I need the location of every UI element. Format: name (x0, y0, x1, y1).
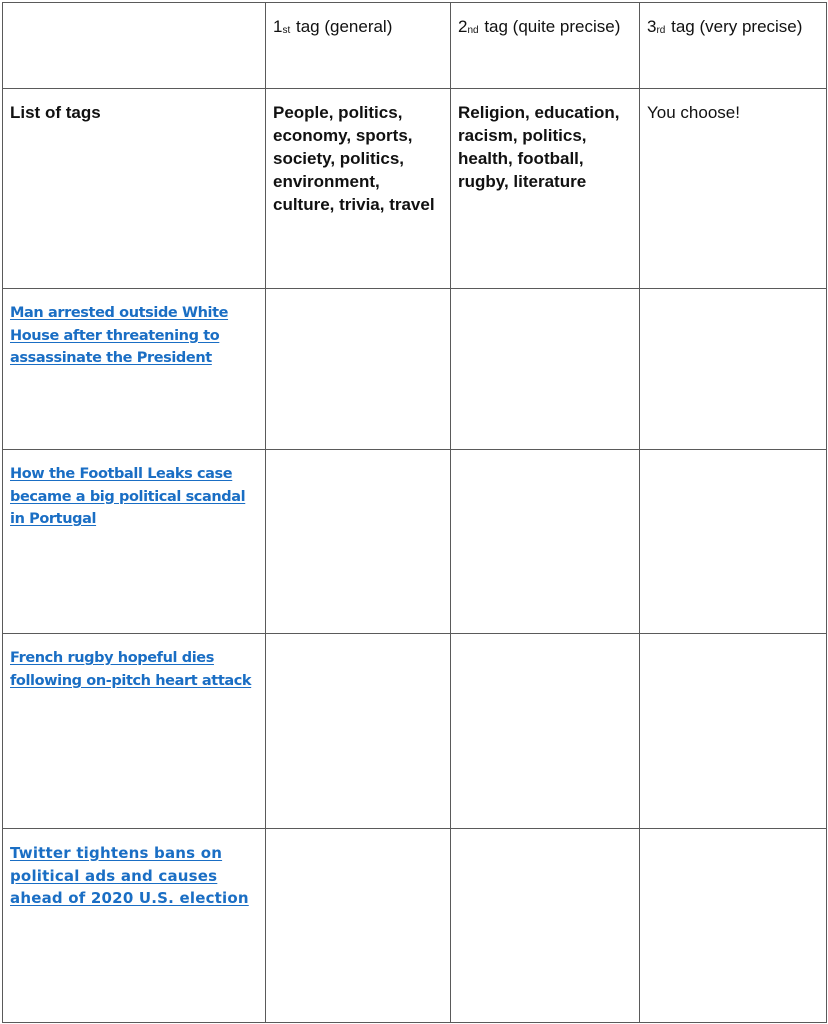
header-tag2-text (451, 3, 639, 42)
tag1-list: People, politics, economy, sports, society, politics, environment, culture, trivia, travel (273, 103, 435, 214)
header-tag1-suffix: st (282, 25, 291, 36)
tags-row-label: List of tags (10, 103, 101, 122)
tag1-input-cell[interactable] (266, 829, 451, 1023)
tag2-list: Religion, education, racism, politics, health, football, rugby, literature (458, 103, 620, 191)
tag2-input-cell[interactable] (451, 634, 640, 829)
header-row (3, 3, 827, 89)
article-row (3, 829, 827, 1023)
tags-row-label-cell (3, 89, 266, 289)
tag3-input-cell[interactable] (640, 289, 827, 450)
header-tag3-suffix: rd (656, 25, 666, 36)
article-link-french-rugby[interactable]: French rugby hopeful dies following on-pitch heart attack (10, 650, 252, 689)
article-link-football-leaks[interactable]: How the Football Leaks case became a big political scandal in Portugal (10, 466, 246, 527)
header-tag3-number: 3 (647, 17, 657, 36)
article-link-white-house[interactable]: Man arrested outside White House after threatening to assassinate the President (10, 305, 229, 366)
tag1-input-cell[interactable] (266, 634, 451, 829)
tags-row (3, 89, 827, 289)
header-tag1-number: 1 (273, 17, 283, 36)
tag2-input-cell[interactable] (451, 289, 640, 450)
header-tag3-label: tag (very precise) (671, 17, 803, 36)
article-title-cell (3, 634, 266, 829)
header-cell-blank (3, 3, 266, 89)
article-title-cell (3, 289, 266, 450)
header-tag2-suffix: nd (467, 25, 479, 36)
tag2-list-cell (451, 89, 640, 289)
tag3-input-cell[interactable] (640, 450, 827, 634)
article-title-cell (3, 829, 266, 1023)
header-tag2-label: tag (quite precise) (484, 17, 621, 36)
tag3-input-cell[interactable] (640, 829, 827, 1023)
tag3-input-cell[interactable] (640, 634, 827, 829)
header-tag1-label: tag (general) (295, 17, 393, 36)
article-title-cell (3, 450, 266, 634)
header-tag1-text (266, 3, 450, 42)
tag2-input-cell[interactable] (451, 450, 640, 634)
article-row (3, 634, 827, 829)
tag1-list-cell (266, 89, 451, 289)
header-cell-tag1 (266, 3, 451, 89)
tag3-list: You choose! (647, 103, 740, 122)
tag1-input-cell[interactable] (266, 289, 451, 450)
header-tag2-number: 2 (458, 17, 468, 36)
article-row (3, 450, 827, 634)
header-cell-tag2 (451, 3, 640, 89)
tag2-input-cell[interactable] (451, 829, 640, 1023)
tag1-input-cell[interactable] (266, 450, 451, 634)
tag3-list-cell (640, 89, 827, 289)
article-row (3, 289, 827, 450)
header-tag3-text (640, 3, 826, 42)
tagging-table (2, 2, 827, 1023)
article-link-twitter-bans[interactable]: Twitter tightens bans on political ads and causes ahead of 2020 U.S. election (10, 844, 249, 907)
header-cell-tag3 (640, 3, 827, 89)
